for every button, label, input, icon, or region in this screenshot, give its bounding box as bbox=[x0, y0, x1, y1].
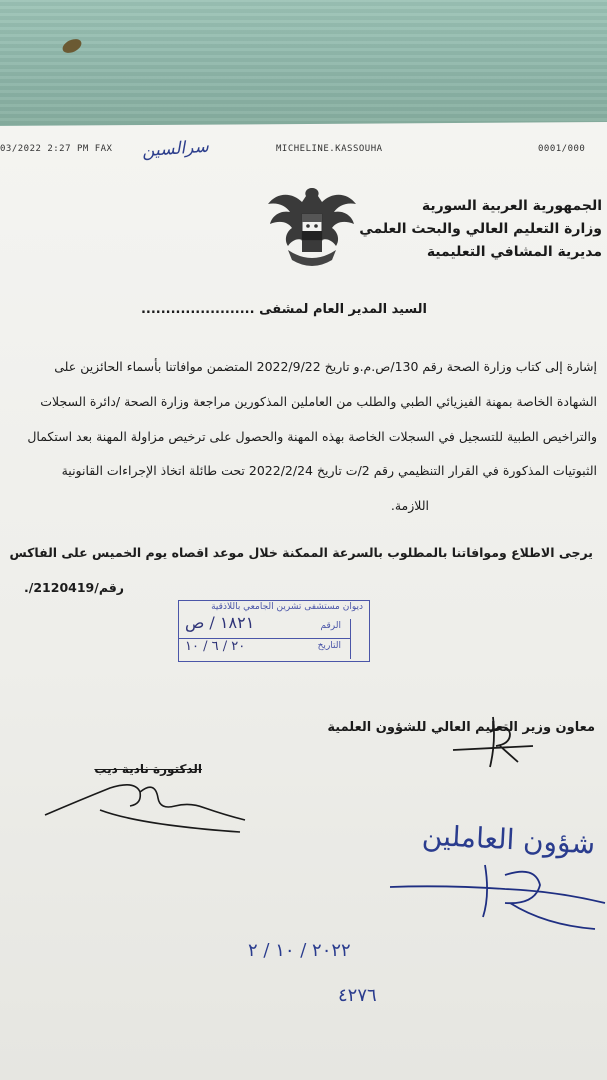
fax-sender-name: MICHELINE.KASSOUHA bbox=[276, 144, 383, 154]
stamp-side-column bbox=[350, 619, 367, 659]
signatory-title: معاون وزير التعليم العالي للشؤون العلمية bbox=[327, 720, 595, 735]
body-line-2: الشهادة الخاصة بمهنة الفيزيائي الطبي والطلب من العاملين المذكورين مراجعة وزارة الصحة /دائرة السجلات bbox=[40, 394, 597, 409]
body-line-5: اللازمة. bbox=[390, 498, 429, 513]
registry-stamp bbox=[178, 600, 370, 662]
letterhead-ministry: وزارة التعليم العالي والبحث العلمي bbox=[359, 221, 602, 237]
request-line-1: يرجى الاطلاع وموافاتنا بالمطلوب بالسرعة الممكنة خلال موعد اقصاه يوم الخميس على الفاكس bbox=[9, 545, 593, 560]
fax-handwritten-mark: سرالسين bbox=[141, 136, 210, 162]
request-line-2: رقم/2120419/. bbox=[24, 580, 124, 595]
body-line-4: الثبوتيات المذكورة في القرار التنظيمي رقم 2/ت تاريخ 2022/2/24 تحت طائلة اتخاذ الإجراءات القانونية bbox=[61, 463, 597, 478]
wooden-table-background bbox=[0, 0, 607, 135]
handwritten-note: شؤون العاملين bbox=[420, 818, 596, 861]
handwritten-date: ٢٠٢٢ / ١٠ / ٢ bbox=[248, 940, 351, 961]
stamp-date-value: ٢٠ / ٦ / ١٠ bbox=[185, 639, 246, 654]
body-line-3: والتراخيص الطبية للتسجيل في السجلات الخاصة بهذه المهنة والحصول على ترخيص مزاولة المهنة بعد استكمال bbox=[27, 429, 597, 444]
letterhead-country: الجمهورية العربية السورية bbox=[421, 198, 602, 214]
wood-knot bbox=[60, 36, 83, 55]
stamp-title: ديوان مستشفى تشرين الجامعي باللاذقية bbox=[211, 602, 363, 612]
approval-signature-icon bbox=[448, 712, 538, 772]
syrian-eagle-emblem-icon bbox=[262, 180, 362, 272]
stamp-number-label: الرقم bbox=[320, 621, 341, 631]
letterhead-directorate: مديرية المشافي التعليمية bbox=[426, 244, 602, 260]
handwritten-number: ٤٢٧٦ bbox=[338, 985, 377, 1006]
lower-signature-icon bbox=[385, 855, 607, 930]
fax-page-count: 0001/000 bbox=[538, 144, 586, 154]
fax-timestamp: 03/2022 2:27 PM FAX bbox=[0, 144, 113, 154]
recipient-line: السيد المدير العام لمشفى ....................... bbox=[140, 302, 427, 317]
stamp-date-label: التاريخ bbox=[317, 641, 341, 651]
deputy-signature-icon bbox=[40, 770, 250, 840]
body-line-1: إشارة إلى كتاب وزارة الصحة رقم 130/ص.م.و تاريخ 2022/9/22 المتضمن موافاتنا بأسماء الحائزين على bbox=[54, 359, 597, 374]
stamp-number-value: ١٨٢١ / ص bbox=[185, 613, 255, 632]
signatory-name: الدكتورة نادية ديب bbox=[94, 762, 202, 776]
